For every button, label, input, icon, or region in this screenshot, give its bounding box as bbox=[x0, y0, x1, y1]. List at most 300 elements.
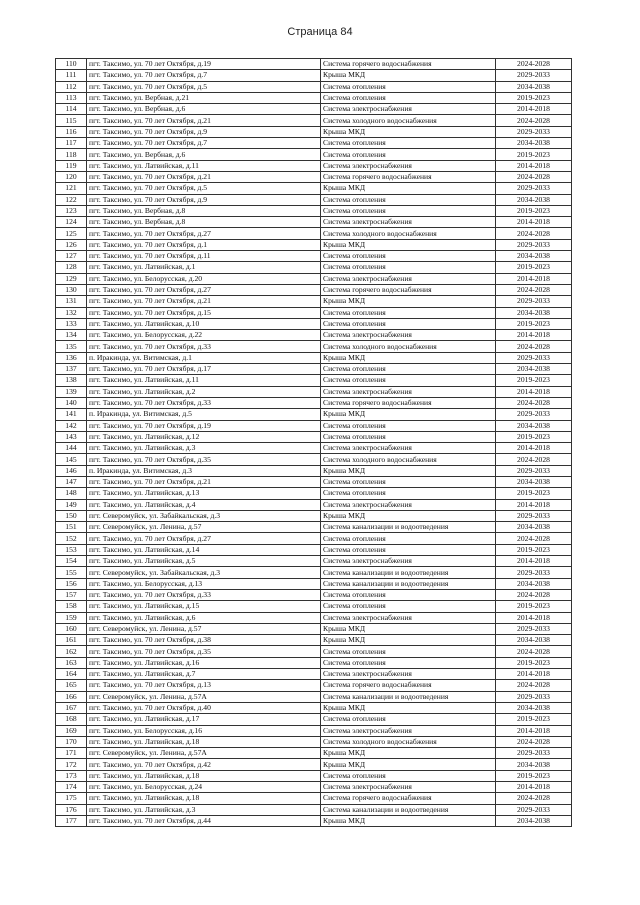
work-type-cell: Система отопления bbox=[321, 488, 496, 499]
row-number: 124 bbox=[56, 217, 87, 228]
work-type-cell: Система отопления bbox=[321, 251, 496, 262]
address-cell: пгт. Таксимо, ул. Вербная, д.8 bbox=[87, 217, 321, 228]
work-type-cell: Система отопления bbox=[321, 92, 496, 103]
address-cell: пгт. Северомуйск, ул. Забайкальская, д.3 bbox=[87, 510, 321, 521]
period-cell: 2029-2033 bbox=[496, 623, 572, 634]
repair-schedule-table bbox=[55, 58, 572, 827]
table-row bbox=[56, 183, 572, 194]
period-cell: 2029-2033 bbox=[496, 296, 572, 307]
row-number: 157 bbox=[56, 589, 87, 600]
address-cell: пгт. Таксимо, ул. Латвийская, д.3 bbox=[87, 804, 321, 815]
row-number: 123 bbox=[56, 205, 87, 216]
table-row bbox=[56, 702, 572, 713]
address-cell: пгт. Таксимо, ул. 70 лет Октября, д.19 bbox=[87, 420, 321, 431]
row-number: 116 bbox=[56, 126, 87, 137]
period-cell: 2034-2038 bbox=[496, 420, 572, 431]
period-cell: 2034-2038 bbox=[496, 815, 572, 826]
address-cell: пгт. Таксимо, ул. 70 лет Октября, д.21 bbox=[87, 115, 321, 126]
table-row bbox=[56, 104, 572, 115]
address-cell: пгт. Таксимо, ул. 70 лет Октября, д.40 bbox=[87, 702, 321, 713]
row-number: 160 bbox=[56, 623, 87, 634]
table-row bbox=[56, 522, 572, 533]
period-cell: 2014-2018 bbox=[496, 499, 572, 510]
table-row bbox=[56, 228, 572, 239]
period-cell: 2034-2038 bbox=[496, 702, 572, 713]
row-number: 142 bbox=[56, 420, 87, 431]
period-cell: 2029-2033 bbox=[496, 465, 572, 476]
table-row bbox=[56, 623, 572, 634]
work-type-cell: Система электроснабжения bbox=[321, 612, 496, 623]
table-body bbox=[56, 59, 572, 827]
period-cell: 2024-2028 bbox=[496, 533, 572, 544]
work-type-cell: Система отопления bbox=[321, 431, 496, 442]
row-number: 168 bbox=[56, 714, 87, 725]
row-number: 173 bbox=[56, 770, 87, 781]
period-cell: 2014-2018 bbox=[496, 104, 572, 115]
work-type-cell: Крыша МКД bbox=[321, 409, 496, 420]
table-row bbox=[56, 92, 572, 103]
work-type-cell: Система отопления bbox=[321, 205, 496, 216]
address-cell: пгт. Таксимо, ул. Латвийская, д.18 bbox=[87, 770, 321, 781]
table-row bbox=[56, 488, 572, 499]
work-type-cell: Система отопления bbox=[321, 601, 496, 612]
row-number: 118 bbox=[56, 149, 87, 160]
period-cell: 2019-2023 bbox=[496, 544, 572, 555]
table-row bbox=[56, 443, 572, 454]
row-number: 144 bbox=[56, 443, 87, 454]
period-cell: 2029-2033 bbox=[496, 126, 572, 137]
address-cell: пгт. Таксимо, ул. Латвийская, д.17 bbox=[87, 714, 321, 725]
work-type-cell: Система холодного водоснабжения bbox=[321, 228, 496, 239]
address-cell: пгт. Северомуйск, ул. Ленина, д.57А bbox=[87, 691, 321, 702]
work-type-cell: Крыша МКД bbox=[321, 70, 496, 81]
address-cell: пгт. Таксимо, ул. 70 лет Октября, д.27 bbox=[87, 228, 321, 239]
period-cell: 2024-2028 bbox=[496, 115, 572, 126]
address-cell: пгт. Таксимо, ул. Латвийская, д.14 bbox=[87, 544, 321, 555]
period-cell: 2029-2033 bbox=[496, 748, 572, 759]
address-cell: пгт. Таксимо, ул. Вербная, д.6 bbox=[87, 104, 321, 115]
period-cell: 2014-2018 bbox=[496, 330, 572, 341]
period-cell: 2014-2018 bbox=[496, 556, 572, 567]
table-row bbox=[56, 149, 572, 160]
address-cell: пгт. Таксимо, ул. Белорусская, д.16 bbox=[87, 725, 321, 736]
table-row bbox=[56, 510, 572, 521]
address-cell: п. Иракинда, ул. Витимская, д.5 bbox=[87, 409, 321, 420]
period-cell: 2019-2023 bbox=[496, 770, 572, 781]
row-number: 170 bbox=[56, 736, 87, 747]
address-cell: пгт. Таксимо, ул. 70 лет Октября, д.44 bbox=[87, 815, 321, 826]
row-number: 127 bbox=[56, 251, 87, 262]
period-cell: 2024-2028 bbox=[496, 454, 572, 465]
period-cell: 2024-2028 bbox=[496, 736, 572, 747]
period-cell: 2034-2038 bbox=[496, 194, 572, 205]
table-row bbox=[56, 205, 572, 216]
row-number: 130 bbox=[56, 284, 87, 295]
address-cell: пгт. Таксимо, ул. Белорусская, д.20 bbox=[87, 273, 321, 284]
row-number: 113 bbox=[56, 92, 87, 103]
table-row bbox=[56, 759, 572, 770]
work-type-cell: Система холодного водоснабжения bbox=[321, 115, 496, 126]
table-row bbox=[56, 748, 572, 759]
row-number: 132 bbox=[56, 307, 87, 318]
period-cell: 2014-2018 bbox=[496, 386, 572, 397]
work-type-cell: Система электроснабжения bbox=[321, 669, 496, 680]
address-cell: пгт. Таксимо, ул. Белорусская, д.13 bbox=[87, 578, 321, 589]
row-number: 165 bbox=[56, 680, 87, 691]
period-cell: 2034-2038 bbox=[496, 476, 572, 487]
work-type-cell: Система отопления bbox=[321, 646, 496, 657]
period-cell: 2034-2038 bbox=[496, 138, 572, 149]
address-cell: пгт. Северомуйск, ул. Ленина, д.57А bbox=[87, 748, 321, 759]
work-type-cell: Система канализации и водоотведения bbox=[321, 691, 496, 702]
work-type-cell: Система отопления bbox=[321, 714, 496, 725]
row-number: 120 bbox=[56, 171, 87, 182]
row-number: 169 bbox=[56, 725, 87, 736]
row-number: 162 bbox=[56, 646, 87, 657]
address-cell: пгт. Таксимо, ул. 70 лет Октября, д.15 bbox=[87, 307, 321, 318]
work-type-cell: Система отопления bbox=[321, 149, 496, 160]
table-row bbox=[56, 804, 572, 815]
address-cell: пгт. Северомуйск, ул. Ленина, д.57 bbox=[87, 522, 321, 533]
period-cell: 2029-2033 bbox=[496, 352, 572, 363]
table-row bbox=[56, 454, 572, 465]
work-type-cell: Система горячего водоснабжения bbox=[321, 171, 496, 182]
period-cell: 2019-2023 bbox=[496, 262, 572, 273]
work-type-cell: Система холодного водоснабжения bbox=[321, 454, 496, 465]
table-row bbox=[56, 815, 572, 826]
period-cell: 2014-2018 bbox=[496, 273, 572, 284]
address-cell: пгт. Таксимо, ул. 70 лет Октября, д.19 bbox=[87, 59, 321, 70]
address-cell: пгт. Таксимо, ул. Вербная, д.6 bbox=[87, 149, 321, 160]
row-number: 143 bbox=[56, 431, 87, 442]
work-type-cell: Система горячего водоснабжения bbox=[321, 680, 496, 691]
period-cell: 2014-2018 bbox=[496, 217, 572, 228]
period-cell: 2029-2033 bbox=[496, 691, 572, 702]
table-row bbox=[56, 194, 572, 205]
address-cell: пгт. Таксимо, ул. Латвийская, д.1 bbox=[87, 262, 321, 273]
period-cell: 2034-2038 bbox=[496, 307, 572, 318]
row-number: 154 bbox=[56, 556, 87, 567]
table-row bbox=[56, 273, 572, 284]
row-number: 147 bbox=[56, 476, 87, 487]
row-number: 174 bbox=[56, 782, 87, 793]
period-cell: 2034-2038 bbox=[496, 635, 572, 646]
table-row bbox=[56, 171, 572, 182]
period-cell: 2034-2038 bbox=[496, 578, 572, 589]
table-row bbox=[56, 126, 572, 137]
period-cell: 2024-2028 bbox=[496, 646, 572, 657]
period-cell: 2024-2028 bbox=[496, 589, 572, 600]
table-row bbox=[56, 160, 572, 171]
address-cell: пгт. Таксимо, ул. 70 лет Октября, д.35 bbox=[87, 646, 321, 657]
row-number: 128 bbox=[56, 262, 87, 273]
address-cell: пгт. Таксимо, ул. 70 лет Октября, д.9 bbox=[87, 194, 321, 205]
period-cell: 2034-2038 bbox=[496, 81, 572, 92]
row-number: 159 bbox=[56, 612, 87, 623]
row-number: 172 bbox=[56, 759, 87, 770]
work-type-cell: Система отопления bbox=[321, 533, 496, 544]
work-type-cell: Крыша МКД bbox=[321, 296, 496, 307]
table-row bbox=[56, 714, 572, 725]
address-cell: пгт. Таксимо, ул. 70 лет Октября, д.13 bbox=[87, 680, 321, 691]
address-cell: пгт. Таксимо, ул. 70 лет Октября, д.21 bbox=[87, 476, 321, 487]
work-type-cell: Система отопления bbox=[321, 544, 496, 555]
row-number: 137 bbox=[56, 364, 87, 375]
page-header: Страница 84 bbox=[287, 26, 353, 38]
work-type-cell: Система электроснабжения bbox=[321, 782, 496, 793]
work-type-cell: Система электроснабжения bbox=[321, 386, 496, 397]
work-type-cell: Система электроснабжения bbox=[321, 330, 496, 341]
row-number: 117 bbox=[56, 138, 87, 149]
period-cell: 2014-2018 bbox=[496, 160, 572, 171]
row-number: 121 bbox=[56, 183, 87, 194]
address-cell: пгт. Таксимо, ул. Латвийская, д.13 bbox=[87, 488, 321, 499]
row-number: 135 bbox=[56, 341, 87, 352]
address-cell: пгт. Таксимо, ул. 70 лет Октября, д.33 bbox=[87, 341, 321, 352]
table-row bbox=[56, 635, 572, 646]
period-cell: 2034-2038 bbox=[496, 251, 572, 262]
table-row bbox=[56, 115, 572, 126]
work-type-cell: Крыша МКД bbox=[321, 239, 496, 250]
period-cell: 2014-2018 bbox=[496, 725, 572, 736]
row-number: 129 bbox=[56, 273, 87, 284]
period-cell: 2029-2033 bbox=[496, 510, 572, 521]
period-cell: 2019-2023 bbox=[496, 431, 572, 442]
period-cell: 2014-2018 bbox=[496, 669, 572, 680]
address-cell: пгт. Таксимо, ул. 70 лет Октября, д.17 bbox=[87, 364, 321, 375]
table-row bbox=[56, 691, 572, 702]
row-number: 149 bbox=[56, 499, 87, 510]
period-cell: 2029-2033 bbox=[496, 409, 572, 420]
address-cell: пгт. Таксимо, ул. 70 лет Октября, д.33 bbox=[87, 589, 321, 600]
row-number: 175 bbox=[56, 793, 87, 804]
table-row bbox=[56, 544, 572, 555]
address-cell: пгт. Таксимо, ул. 70 лет Октября, д.27 bbox=[87, 533, 321, 544]
address-cell: пгт. Таксимо, ул. Латвийская, д.4 bbox=[87, 499, 321, 510]
address-cell: пгт. Таксимо, ул. 70 лет Октября, д.38 bbox=[87, 635, 321, 646]
work-type-cell: Система отопления bbox=[321, 81, 496, 92]
row-number: 166 bbox=[56, 691, 87, 702]
address-cell: пгт. Таксимо, ул. Латвийская, д.3 bbox=[87, 443, 321, 454]
work-type-cell: Система горячего водоснабжения bbox=[321, 397, 496, 408]
row-number: 158 bbox=[56, 601, 87, 612]
address-cell: пгт. Северомуйск, ул. Ленина, д.57 bbox=[87, 623, 321, 634]
work-type-cell: Система отопления bbox=[321, 318, 496, 329]
work-type-cell: Крыша МКД bbox=[321, 510, 496, 521]
address-cell: пгт. Таксимо, ул. 70 лет Октября, д.21 bbox=[87, 171, 321, 182]
period-cell: 2019-2023 bbox=[496, 488, 572, 499]
address-cell: пгт. Таксимо, ул. 70 лет Октября, д.33 bbox=[87, 397, 321, 408]
address-cell: пгт. Таксимо, ул. Латвийская, д.15 bbox=[87, 601, 321, 612]
table-row bbox=[56, 375, 572, 386]
table-row bbox=[56, 556, 572, 567]
work-type-cell: Крыша МКД bbox=[321, 815, 496, 826]
address-cell: пгт. Таксимо, ул. 70 лет Октября, д.27 bbox=[87, 284, 321, 295]
row-number: 131 bbox=[56, 296, 87, 307]
table-row bbox=[56, 386, 572, 397]
period-cell: 2024-2028 bbox=[496, 680, 572, 691]
work-type-cell: Система холодного водоснабжения bbox=[321, 736, 496, 747]
period-cell: 2019-2023 bbox=[496, 375, 572, 386]
work-type-cell: Крыша МКД bbox=[321, 759, 496, 770]
row-number: 171 bbox=[56, 748, 87, 759]
work-type-cell: Система электроснабжения bbox=[321, 217, 496, 228]
table-row bbox=[56, 420, 572, 431]
table-row bbox=[56, 770, 572, 781]
period-cell: 2019-2023 bbox=[496, 318, 572, 329]
address-cell: пгт. Таксимо, ул. Латвийская, д.12 bbox=[87, 431, 321, 442]
table-row bbox=[56, 284, 572, 295]
address-cell: пгт. Таксимо, ул. Латвийская, д.16 bbox=[87, 657, 321, 668]
row-number: 111 bbox=[56, 70, 87, 81]
period-cell: 2024-2028 bbox=[496, 228, 572, 239]
work-type-cell: Система отопления bbox=[321, 657, 496, 668]
table-row bbox=[56, 612, 572, 623]
work-type-cell: Система отопления bbox=[321, 262, 496, 273]
table-row bbox=[56, 239, 572, 250]
work-type-cell: Система электроснабжения bbox=[321, 556, 496, 567]
work-type-cell: Крыша МКД bbox=[321, 352, 496, 363]
period-cell: 2024-2028 bbox=[496, 284, 572, 295]
table-row bbox=[56, 601, 572, 612]
address-cell: пгт. Таксимо, ул. Латвийская, д.10 bbox=[87, 318, 321, 329]
table-row bbox=[56, 793, 572, 804]
address-cell: пгт. Таксимо, ул. 70 лет Октября, д.35 bbox=[87, 454, 321, 465]
table-row bbox=[56, 251, 572, 262]
work-type-cell: Система отопления bbox=[321, 476, 496, 487]
table-row bbox=[56, 352, 572, 363]
table-row bbox=[56, 669, 572, 680]
row-number: 161 bbox=[56, 635, 87, 646]
work-type-cell: Система отопления bbox=[321, 420, 496, 431]
row-number: 148 bbox=[56, 488, 87, 499]
row-number: 150 bbox=[56, 510, 87, 521]
work-type-cell: Крыша МКД bbox=[321, 748, 496, 759]
work-type-cell: Система электроснабжения bbox=[321, 273, 496, 284]
address-cell: пгт. Таксимо, ул. Латвийская, д.5 bbox=[87, 556, 321, 567]
period-cell: 2034-2038 bbox=[496, 759, 572, 770]
table-row bbox=[56, 465, 572, 476]
table-row bbox=[56, 397, 572, 408]
period-cell: 2029-2033 bbox=[496, 183, 572, 194]
table-row bbox=[56, 578, 572, 589]
work-type-cell: Система отопления bbox=[321, 194, 496, 205]
work-type-cell: Система электроснабжения bbox=[321, 443, 496, 454]
address-cell: пгт. Таксимо, ул. 70 лет Октября, д.7 bbox=[87, 138, 321, 149]
table-row bbox=[56, 81, 572, 92]
table-row bbox=[56, 533, 572, 544]
work-type-cell: Система горячего водоснабжения bbox=[321, 59, 496, 70]
period-cell: 2019-2023 bbox=[496, 149, 572, 160]
table-row bbox=[56, 567, 572, 578]
period-cell: 2019-2023 bbox=[496, 601, 572, 612]
address-cell: пгт. Таксимо, ул. 70 лет Октября, д.9 bbox=[87, 126, 321, 137]
address-cell: пгт. Таксимо, ул. Вербная, д.8 bbox=[87, 205, 321, 216]
table-row bbox=[56, 409, 572, 420]
period-cell: 2014-2018 bbox=[496, 443, 572, 454]
work-type-cell: Система отопления bbox=[321, 364, 496, 375]
address-cell: пгт. Таксимо, ул. 70 лет Октября, д.42 bbox=[87, 759, 321, 770]
address-cell: пгт. Таксимо, ул. Латвийская, д.11 bbox=[87, 375, 321, 386]
row-number: 122 bbox=[56, 194, 87, 205]
row-number: 167 bbox=[56, 702, 87, 713]
table-row bbox=[56, 725, 572, 736]
address-cell: пгт. Таксимо, ул. Латвийская, д.18 bbox=[87, 736, 321, 747]
period-cell: 2029-2033 bbox=[496, 567, 572, 578]
table-row bbox=[56, 330, 572, 341]
period-cell: 2024-2028 bbox=[496, 793, 572, 804]
period-cell: 2019-2023 bbox=[496, 92, 572, 103]
period-cell: 2029-2033 bbox=[496, 804, 572, 815]
address-cell: пгт. Таксимо, ул. Латвийская, д.2 bbox=[87, 386, 321, 397]
row-number: 155 bbox=[56, 567, 87, 578]
row-number: 139 bbox=[56, 386, 87, 397]
address-cell: пгт. Таксимо, ул. 70 лет Октября, д.1 bbox=[87, 239, 321, 250]
row-number: 114 bbox=[56, 104, 87, 115]
period-cell: 2014-2018 bbox=[496, 782, 572, 793]
row-number: 136 bbox=[56, 352, 87, 363]
row-number: 115 bbox=[56, 115, 87, 126]
table-row bbox=[56, 341, 572, 352]
table-row bbox=[56, 217, 572, 228]
address-cell: пгт. Таксимо, ул. 70 лет Октября, д.21 bbox=[87, 296, 321, 307]
work-type-cell: Система электроснабжения bbox=[321, 160, 496, 171]
table-row bbox=[56, 680, 572, 691]
table-row bbox=[56, 431, 572, 442]
row-number: 152 bbox=[56, 533, 87, 544]
table-row bbox=[56, 782, 572, 793]
work-type-cell: Система отопления bbox=[321, 138, 496, 149]
row-number: 156 bbox=[56, 578, 87, 589]
address-cell: пгт. Таксимо, ул. 70 лет Октября, д.7 bbox=[87, 70, 321, 81]
work-type-cell: Крыша МКД bbox=[321, 126, 496, 137]
table-row bbox=[56, 262, 572, 273]
work-type-cell: Система канализации и водоотведения bbox=[321, 804, 496, 815]
address-cell: пгт. Таксимо, ул. Вербная, д.21 bbox=[87, 92, 321, 103]
row-number: 153 bbox=[56, 544, 87, 555]
address-cell: пгт. Таксимо, ул. 70 лет Октября, д.5 bbox=[87, 81, 321, 92]
table-row bbox=[56, 318, 572, 329]
address-cell: пгт. Таксимо, ул. 70 лет Октября, д.11 bbox=[87, 251, 321, 262]
row-number: 177 bbox=[56, 815, 87, 826]
work-type-cell: Система отопления bbox=[321, 307, 496, 318]
period-cell: 2034-2038 bbox=[496, 522, 572, 533]
table-row bbox=[56, 296, 572, 307]
address-cell: пгт. Таксимо, ул. Белорусская, д.22 bbox=[87, 330, 321, 341]
table-row bbox=[56, 138, 572, 149]
work-type-cell: Крыша МКД bbox=[321, 465, 496, 476]
row-number: 125 bbox=[56, 228, 87, 239]
row-number: 119 bbox=[56, 160, 87, 171]
work-type-cell: Система горячего водоснабжения bbox=[321, 793, 496, 804]
period-cell: 2019-2023 bbox=[496, 657, 572, 668]
row-number: 164 bbox=[56, 669, 87, 680]
period-cell: 2024-2028 bbox=[496, 397, 572, 408]
row-number: 138 bbox=[56, 375, 87, 386]
table-row bbox=[56, 499, 572, 510]
row-number: 141 bbox=[56, 409, 87, 420]
work-type-cell: Система холодного водоснабжения bbox=[321, 341, 496, 352]
table-row bbox=[56, 589, 572, 600]
row-number: 145 bbox=[56, 454, 87, 465]
work-type-cell: Система электроснабжения bbox=[321, 725, 496, 736]
work-type-cell: Система канализации и водоотведения bbox=[321, 567, 496, 578]
work-type-cell: Система электроснабжения bbox=[321, 104, 496, 115]
row-number: 163 bbox=[56, 657, 87, 668]
address-cell: пгт. Таксимо, ул. Латвийская, д.18 bbox=[87, 793, 321, 804]
row-number: 140 bbox=[56, 397, 87, 408]
period-cell: 2014-2018 bbox=[496, 612, 572, 623]
